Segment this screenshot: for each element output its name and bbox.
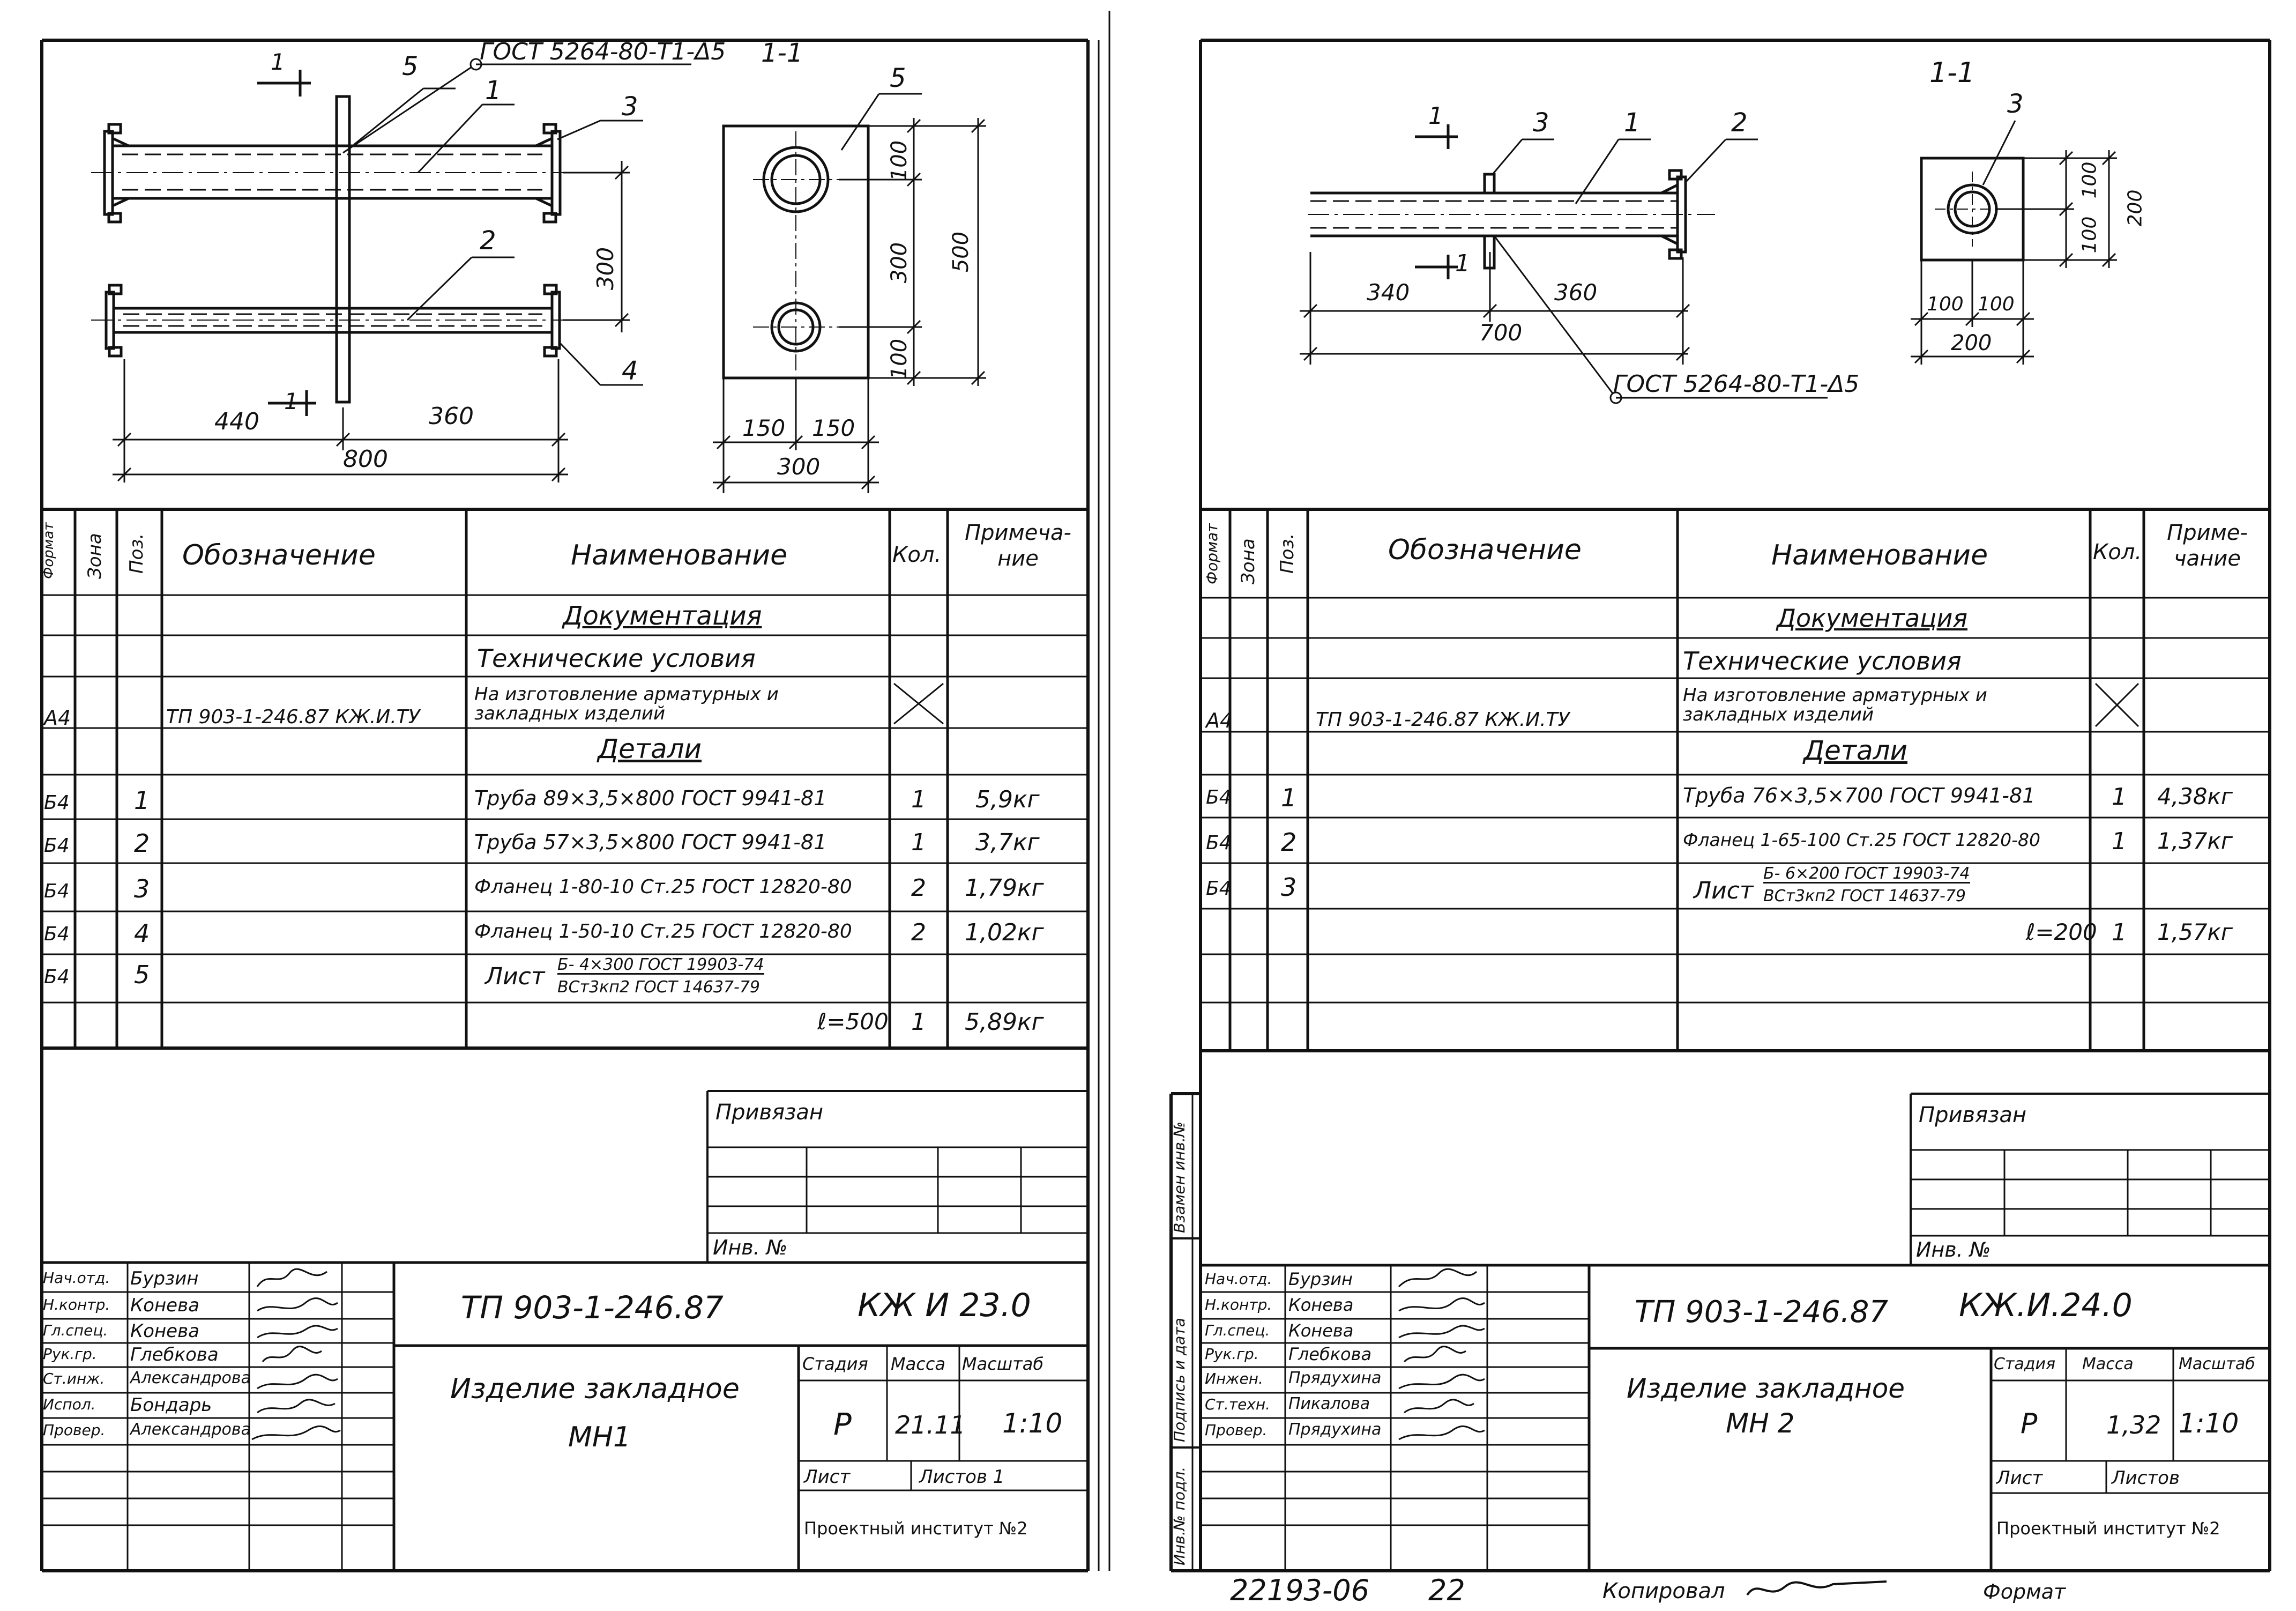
staff-role-5: Ст.инж. — [43, 1370, 105, 1387]
cut-label-top: 1 — [271, 49, 285, 75]
item-1-pos: 1 — [134, 786, 150, 815]
item-2-pos: 2 — [1281, 828, 1297, 857]
pos-callout-1: 1 — [1624, 108, 1641, 138]
pos-callout-1: 1 — [485, 76, 502, 106]
pos-callout-2: 2 — [480, 226, 496, 256]
privyazan-label: Привязан — [1919, 1103, 2027, 1127]
pos-callout-3: 3 — [1533, 108, 1549, 138]
item-1-format: Б4 — [44, 792, 70, 814]
col-designation: Обозначение — [182, 539, 376, 571]
item-2-mass: 3,7кг — [975, 829, 1040, 856]
col-pos: Поз. — [1277, 533, 1298, 574]
col-zone: Зона — [84, 533, 106, 579]
staff-name-5: Прядухина — [1288, 1369, 1382, 1387]
institute: Проектный институт №2 — [804, 1518, 1028, 1539]
dim-300-vertical: 300 — [592, 247, 619, 291]
item-1-pos: 1 — [1281, 783, 1297, 812]
dim-150-a: 150 — [742, 415, 786, 441]
cut-label-bottom: 1 — [284, 388, 299, 414]
section-label-right: 1-1 — [1929, 57, 1975, 89]
pos-callout-5: 5 — [402, 51, 419, 81]
doc-title: Изделие закладное — [450, 1373, 740, 1405]
item-3-format: Б4 — [44, 880, 70, 902]
staff-role-4: Рук.гр. — [43, 1345, 97, 1363]
item-5-pos: 5 — [134, 960, 150, 989]
side-label-replace-inv: Взамен инв.№ — [1171, 1122, 1188, 1233]
item-3-mass: 1,57кг — [2157, 919, 2233, 945]
staff-name-1: Бурзин — [1288, 1269, 1353, 1289]
dim-360: 360 — [1554, 279, 1598, 306]
pos-callout-2: 2 — [1731, 108, 1748, 138]
item-1-qty: 1 — [2112, 783, 2127, 811]
staff-role-3: Гл.спец. — [1205, 1322, 1270, 1339]
row-a4-code: ТП 903-1-246.87 КЖ.И.ТУ — [1316, 709, 1570, 731]
row-documentation: Документация — [1777, 604, 1968, 633]
item-2-qty: 1 — [2112, 828, 2127, 855]
item-4-mass: 1,02кг — [965, 919, 1044, 946]
item-3-sheet-bot: ВСт3кп2 ГОСТ 14637-79 — [1763, 887, 1966, 905]
item-3-qty: 1 — [2112, 919, 2127, 946]
dim-200: 200 — [2124, 189, 2146, 227]
row-tech-conditions: Технические условия — [477, 644, 756, 673]
item-5-length: ℓ=500 — [817, 1008, 889, 1035]
item-2-pos: 2 — [134, 829, 150, 858]
staff-role-1: Нач.отд. — [43, 1269, 110, 1287]
item-3-pos: 3 — [1281, 873, 1297, 902]
dim-100-a: 100 — [2078, 161, 2101, 199]
staff-name-3: Конева — [1288, 1320, 1354, 1341]
col-format: Формат — [41, 522, 57, 579]
dim-300-width: 300 — [777, 454, 821, 480]
staff-name-3: Конева — [130, 1320, 199, 1342]
item-2-format: Б4 — [44, 835, 70, 857]
row-documentation: Документация — [563, 601, 762, 631]
doc-mark: КЖ И 23.0 — [858, 1287, 1031, 1324]
item-1-name: Труба 76×3,5×700 ГОСТ 9941-81 — [1683, 784, 2036, 807]
item-5-sheet-top: Б- 4×300 ГОСТ 19903-74 — [557, 955, 764, 974]
staff-role-7: Провер. — [43, 1421, 106, 1439]
item-2-name: Труба 57×3,5×800 ГОСТ 9941-81 — [474, 830, 827, 854]
col-qty: Кол. — [2093, 540, 2142, 565]
row-tech-conditions: Технические условия — [1683, 647, 1962, 675]
drawing-sheet-right — [1147, 0, 2296, 1611]
item-5-sheet-bot: ВСт3кп2 ГОСТ 14637-79 — [557, 978, 761, 997]
dim-440: 440 — [214, 408, 259, 435]
staff-name-2: Конева — [1288, 1295, 1354, 1315]
row-a4-format: А4 — [44, 706, 71, 730]
staff-role-4: Рук.гр. — [1205, 1345, 1259, 1363]
item-4-qty: 2 — [911, 919, 926, 946]
dim-w200: 200 — [1951, 331, 1992, 355]
row-details: Детали — [1803, 735, 1908, 766]
side-label-sign-date: Подпись и дата — [1171, 1318, 1188, 1442]
col-qty: Кол. — [892, 543, 942, 567]
list-label: Лист — [1996, 1467, 2043, 1489]
footer-page-number: 22 — [1428, 1573, 1465, 1607]
row-details: Детали — [598, 733, 702, 764]
col-note: Примеча-ние — [965, 521, 1071, 571]
col-note: Приме-чание — [2167, 521, 2248, 571]
pos-callout-3b: 3 — [2007, 89, 2024, 119]
item-2-format: Б4 — [1206, 832, 1232, 854]
masht-header: Масштаб — [962, 1354, 1044, 1374]
staff-name-2: Конева — [130, 1295, 199, 1316]
row-a4-format: А4 — [1206, 709, 1233, 732]
listov-label: Листов — [2112, 1467, 2180, 1489]
pos-callout-3: 3 — [622, 92, 638, 122]
staff-role-7: Провер. — [1205, 1421, 1268, 1439]
dim-100-a: 100 — [887, 140, 912, 182]
listov-label: Листов 1 — [919, 1466, 1005, 1488]
signatures-left — [0, 0, 1125, 1611]
item-2-name: Фланец 1-65-100 Ст.25 ГОСТ 12820-80 — [1683, 829, 2040, 850]
doc-title-mark: МН1 — [568, 1421, 631, 1453]
dim-300-b: 300 — [887, 242, 912, 284]
staff-role-5: Инжен. — [1205, 1370, 1263, 1387]
item-3-mass: 1,79кг — [965, 874, 1044, 902]
privyazan-label: Привязан — [715, 1100, 824, 1125]
stadia-value: Р — [833, 1407, 852, 1442]
pos-callout-4: 4 — [622, 356, 638, 386]
item-5-mass: 5,89кг — [965, 1008, 1044, 1036]
item-5-format: Б4 — [44, 966, 70, 988]
drawing-sheet-left — [0, 0, 1125, 1611]
item-1-qty: 1 — [911, 786, 926, 813]
dim-500: 500 — [949, 231, 974, 273]
item-3-sheet-top: Б- 6×200 ГОСТ 19903-74 — [1763, 864, 1970, 883]
item-1-format: Б4 — [1206, 786, 1232, 808]
dim-700: 700 — [1479, 320, 1523, 346]
stadia-header: Стадия — [1994, 1355, 2056, 1374]
item-3-name: Лист — [1694, 877, 1754, 904]
cut-label-bottom-right: 1 — [1455, 250, 1470, 277]
item-2-qty: 1 — [911, 829, 926, 856]
item-4-pos: 4 — [134, 919, 150, 948]
staff-name-5: Александрова — [130, 1369, 251, 1387]
massa-value: 1,32 — [2106, 1410, 2161, 1439]
weld-note: ГОСТ 5264-80-Т1-Δ5 — [480, 38, 726, 65]
masht-value: 1:10 — [1002, 1408, 1063, 1439]
cut-label-top-right: 1 — [1428, 102, 1443, 130]
inv-number-label: Инв. № — [1916, 1238, 1991, 1261]
footer-copied-label: Копировал — [1602, 1579, 1725, 1603]
dim-800: 800 — [343, 446, 388, 473]
pos-callout-5b: 5 — [890, 63, 906, 93]
masht-header: Масштаб — [2179, 1355, 2255, 1374]
weld-note-right: ГОСТ 5264-80-Т1-Δ5 — [1613, 370, 1860, 398]
item-4-format: Б4 — [44, 923, 70, 945]
staff-name-4: Глебкова — [130, 1344, 219, 1365]
doc-code: ТП 903-1-246.87 — [1635, 1295, 1888, 1330]
institute: Проектный институт №2 — [1996, 1518, 2220, 1539]
item-1-name: Труба 89×3,5×800 ГОСТ 9941-81 — [474, 786, 827, 810]
dim-360: 360 — [429, 403, 474, 430]
item-4-name: Фланец 1-50-10 Ст.25 ГОСТ 12820-80 — [474, 920, 852, 942]
dim-w100-a: 100 — [1927, 293, 1964, 315]
stadia-value: Р — [2021, 1408, 2038, 1440]
masht-value: 1:10 — [2179, 1408, 2239, 1439]
col-designation: Обозначение — [1388, 534, 1582, 566]
staff-role-3: Гл.спец. — [43, 1322, 108, 1339]
doc-title: Изделие закладное — [1627, 1373, 1905, 1404]
dim-150-b: 150 — [812, 415, 855, 441]
staff-name-6: Бондарь — [130, 1394, 212, 1416]
staff-name-1: Бурзин — [130, 1268, 199, 1289]
item-3-pos: 3 — [134, 874, 150, 903]
dim-w100-b: 100 — [1978, 293, 2015, 315]
dim-100-b: 100 — [2078, 216, 2101, 254]
staff-role-1: Нач.отд. — [1205, 1270, 1272, 1288]
section-label: 1-1 — [761, 38, 803, 68]
item-5-name: Лист — [485, 963, 545, 990]
staff-role-6: Ст.техн. — [1205, 1395, 1271, 1413]
row-a4-code: ТП 903-1-246.87 КЖ.И.ТУ — [166, 706, 420, 728]
doc-code: ТП 903-1-246.87 — [461, 1289, 724, 1326]
row-a4-name: На изготовление арматурных и закладных изделий — [1683, 685, 1987, 725]
staff-role-2: Н.контр. — [1205, 1296, 1272, 1313]
massa-header: Масса — [891, 1354, 946, 1374]
dim-100-b: 100 — [887, 338, 912, 380]
staff-name-4: Глебкова — [1288, 1344, 1372, 1364]
doc-title-mark: МН 2 — [1726, 1408, 1795, 1439]
massa-value: 21.11 — [895, 1410, 966, 1439]
staff-name-7: Прядухина — [1288, 1420, 1382, 1439]
inv-number-label: Инв. № — [713, 1236, 788, 1259]
col-zone: Зона — [1238, 538, 1259, 584]
list-label: Лист — [804, 1466, 851, 1488]
staff-role-2: Н.контр. — [43, 1296, 110, 1313]
item-3-length: ℓ=200 — [2026, 919, 2097, 945]
item-2-mass: 1,37кг — [2157, 828, 2233, 854]
dim-340: 340 — [1367, 279, 1410, 306]
item-1-mass: 4,38кг — [2157, 783, 2233, 810]
col-name: Наименование — [1771, 539, 1988, 571]
col-pos: Поз. — [126, 533, 147, 574]
col-name: Наименование — [571, 539, 788, 571]
item-3-qty: 2 — [911, 874, 926, 902]
item-3-name: Фланец 1-80-10 Ст.25 ГОСТ 12820-80 — [474, 876, 852, 898]
item-3-format: Б4 — [1206, 878, 1232, 900]
staff-name-6: Пикалова — [1288, 1394, 1370, 1413]
col-format: Формат — [1203, 523, 1221, 584]
doc-mark: КЖ.И.24.0 — [1959, 1287, 2133, 1324]
staff-role-6: Испол. — [43, 1395, 96, 1413]
item-5-qty: 1 — [911, 1008, 926, 1036]
stadia-header: Стадия — [802, 1354, 868, 1374]
staff-name-7: Александрова — [130, 1420, 251, 1439]
row-a4-name: На изготовление арматурных и закладных изделий — [474, 684, 779, 724]
item-1-mass: 5,9кг — [975, 786, 1040, 813]
massa-header: Масса — [2082, 1355, 2134, 1374]
side-label-orig-inv: Инв.№ подл. — [1171, 1466, 1188, 1565]
footer-format-label: Формат — [1983, 1580, 2066, 1603]
footer-sheet-number: 22193-06 — [1230, 1573, 1369, 1607]
